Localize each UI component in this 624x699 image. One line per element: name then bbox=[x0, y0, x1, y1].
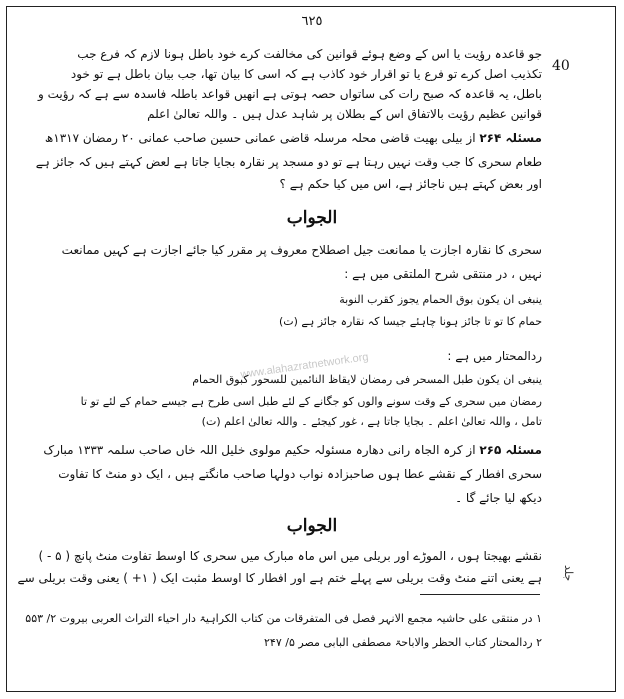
masala-label: مسئلہ ۲۶۴ bbox=[479, 131, 542, 145]
masala-label: مسئلہ ۲۶۵ bbox=[479, 443, 542, 457]
arabic-quote: ینبغی ان یکون بوق الحمام یجوز کقرب النوبة bbox=[339, 293, 542, 306]
masala-text: از بیلی بھیت قاضی محلہ مرسلہ قاضی عمانی حسین صاحب عمانی ۲۰ رمضان ۱۳۱۷ھ bbox=[44, 131, 476, 145]
text-line: جو قاعدہ رؤیت یا اس کے وضع ہوئے قوانین کی مخالفت کرے خود باطل ہونا لازم کہ فرع جب bbox=[77, 47, 542, 61]
question-line: سحری افطار کے نقشے عطا ہوں صاحبزادہ نواب دولہا صاحب مانگتے ہیں ، ایک دو منٹ کا تفاوت bbox=[58, 467, 542, 481]
text-line: قوانین عظیم رؤیت بالاتفاق اس کے بطلان پر شاہد عدل ہیں ۔ واللہ تعالیٰ اعلم bbox=[147, 107, 542, 121]
citation-label: ردالمحتار میں ہے : bbox=[447, 349, 542, 363]
section-heading: الجواب bbox=[286, 516, 338, 536]
side-note: جلد bbox=[562, 565, 575, 582]
masala-265 bbox=[43, 442, 542, 458]
masala-264 bbox=[45, 130, 542, 146]
question-line: طعام سحری کا جب وقت نہیں رہتا ہے تو دو مسجد پر نقارہ بجایا جاتا ہے لعض کہتے ہیں کہ جائز ہے bbox=[35, 155, 542, 169]
section-heading: الجواب bbox=[286, 208, 338, 228]
question-line: دیکھ لیا جائے گا ۔ bbox=[455, 491, 542, 505]
footnote-rule bbox=[420, 594, 540, 595]
footnote: ۱ در منتقی علی حاشیہ مجمع الانہر فصل فی المتفرقات من کتاب الکراہیۃ دار احیاء التراث العربی بیروت ۲/ ۵۵۳ bbox=[25, 612, 542, 625]
quote-translation: رمضان میں سحری کے وقت سونے والوں کو جگانے کے لئے طبل اسی طرح ہے جیسے حمام کے لئے تو تا bbox=[80, 395, 542, 408]
watermark: www.alahazratnetwork.org bbox=[239, 351, 370, 381]
answer-line: نہیں ، در منتقی شرح الملتقی میں ہے : bbox=[344, 267, 542, 281]
answer-line: ہے یعنی اتنے منٹ وقت بریلی سے پہلے ختم ہے اور افطار کا اوسط مثبت ایک ( ۱+ ) یعنی وقت بریلی سے bbox=[17, 571, 542, 585]
text-line: تکذیب اصل کرے تو فرع یا تو اقرار خود کاذب ہے کہ اسی کا بیان تھا، جب بیان باطل ہے تو خود bbox=[70, 67, 542, 81]
margin-number: 40 bbox=[552, 58, 570, 74]
footnote: ۲ ردالمحتار کتاب الحظر والاباحۃ مصطفی البابی مصر ۵/ ۲۴۷ bbox=[264, 636, 542, 649]
answer-line: نقشے بھیجتا ہوں ، الموڑے اور بریلی میں اس ماہ مبارک میں سحری کا اوسط تفاوت منٹ پانچ ( ۵ - ) bbox=[38, 549, 542, 563]
answer-line: سحری کا نقارہ اجازت یا ممانعت جیل اصطلاح معروف پر مقرر کیا جائے اجازت ہے کہیں ممانعت bbox=[61, 243, 542, 257]
arabic-quote: ینبغی ان یکون طبل المسحر فی رمضان لایقاظ النائمین للسحور کبوق الحمام bbox=[192, 373, 542, 386]
page-number: ٦٢٥ bbox=[301, 14, 323, 29]
masala-text: از کرہ الجاہ رانی دھارہ مسئولہ حکیم مولوی خلیل اللہ خاں صاحب سلمہ ۱۳۳۳ مبارک bbox=[43, 443, 476, 457]
question-line: اور بعض کہتے ہیں ناجائز ہے، اس میں کیا حکم ہے ؟ bbox=[279, 177, 542, 191]
quote-translation: تامل ، واللہ تعالیٰ اعلم ۔ بجایا جاتا ہے ، غور کیجئے ۔ واللہ تعالیٰ اعلم (ت) bbox=[201, 415, 542, 428]
text-line: باطل، یہ قاعدہ کہ صبح رات کی ساتواں حصہ ہوتی ہے انھیں قواعد باطلہ فاسدہ سے ہے کہ رؤیت و bbox=[38, 87, 542, 101]
quote-translation: حمام کا تو تا جائز ہونا چاہئے جیسا کہ نقارہ جائز ہے (ت) bbox=[278, 315, 542, 328]
